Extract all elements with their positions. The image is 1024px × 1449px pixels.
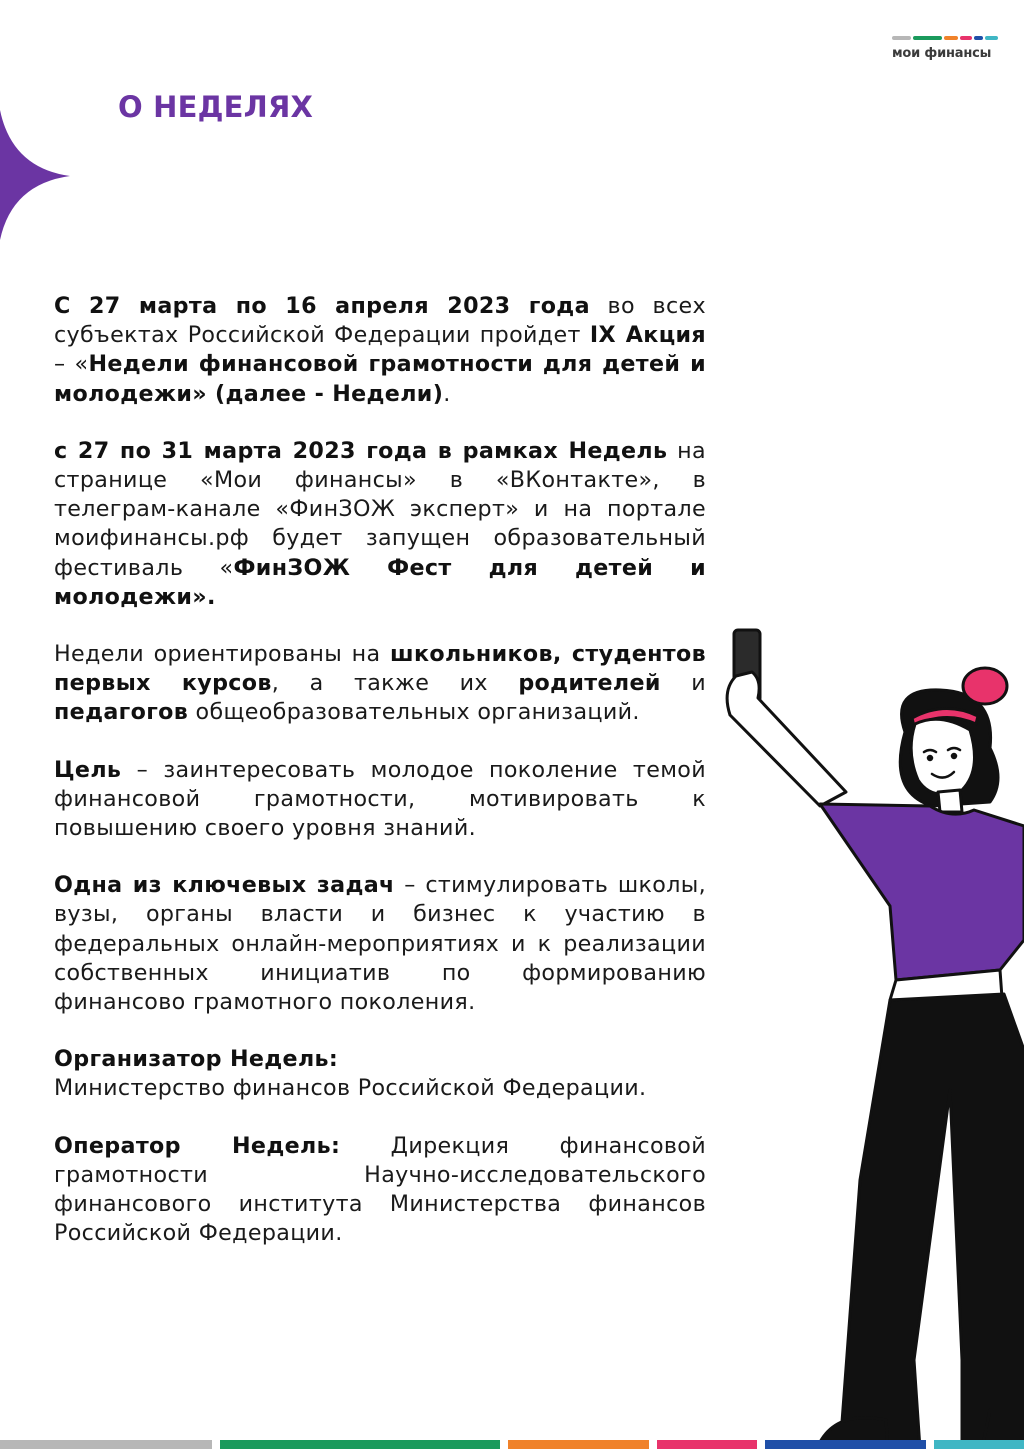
girl-selfie-illustration — [700, 620, 1024, 1449]
corner-star-decoration — [0, 110, 75, 240]
paragraph-goal: Цель – заинтересовать молодое поколение темой финансовой грамотности, мотивировать к повышению своего уровня знаний. — [54, 756, 706, 842]
paragraph-operator: Оператор Недель: Дирекция финансовой грамотности Научно-исследовательского финансового института Министерства финансов Российской Федерации. — [54, 1132, 706, 1247]
paragraph-organizer: Организатор Недель: Министерство финансов Российской Федерации. — [54, 1046, 647, 1102]
brand-logo — [892, 36, 998, 61]
bottom-color-bar — [0, 1440, 1024, 1449]
paragraph-audience: Недели ориентированы на школьников, студентов первых курсов, а также их родителей и педагогов общеобразовательных организаций. — [54, 641, 706, 726]
main-content — [54, 292, 706, 1276]
paragraph-tasks: Одна из ключевых задач – стимулировать школы, вузы, органы власти и бизнес к участию в федеральных онлайн-мероприятиях и к реализации собственных инициатив по формированию финансово грамотного поколения. — [54, 872, 706, 1016]
page-title: О НЕДЕЛЯХ — [118, 90, 314, 124]
paragraph-dates: С 27 марта по 16 апреля 2023 года во всех субъектах Российской Федерации пройдет IX Акция – «Недели финансовой грамотности для детей и молодежи» (далее - Недели). — [54, 293, 706, 407]
paragraph-festival: с 27 по 31 марта 2023 года в рамках Недель на странице «Мои финансы» в «ВКонтакте», в телеграм-канале «ФинЗОЖ эксперт» и на портале моифинансы.рф будет запущен образовательный фестиваль «ФинЗОЖ Фест для детей и молодежи». — [54, 437, 706, 610]
logo-color-bars — [892, 36, 998, 40]
logo-text: мои финансы — [892, 46, 992, 61]
